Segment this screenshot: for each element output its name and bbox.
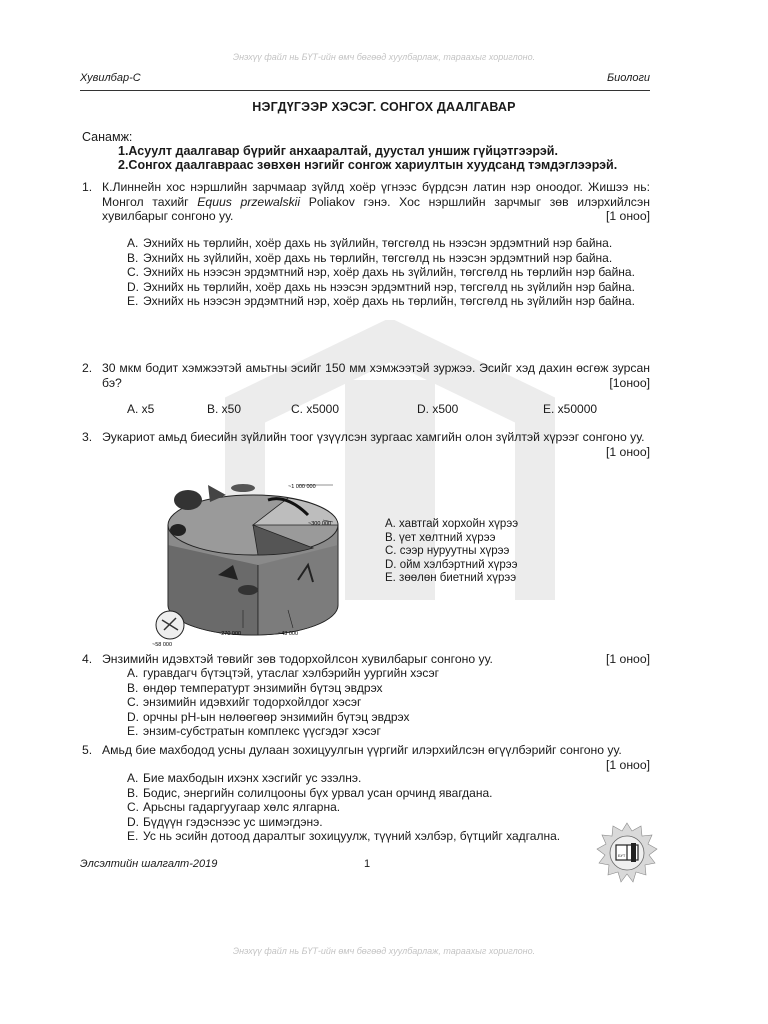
- species-name: Equus przewalskii: [197, 194, 301, 209]
- option-c[interactable]: C. Эхнийх нь нээсэн эрдэмтний нэр, хоёр дахь нь зүйлийн, төгсгөлд нь төрлийн нэр байна.: [127, 265, 635, 279]
- note-block: [82, 130, 617, 172]
- figure-label-3: ~270 000: [218, 631, 242, 637]
- option-b[interactable]: B. Эхнийх нь зүйлийн, хоёр дахь нь төрлийн, төгсгөлд нь нээсэн эрдэмтний нэр байна.: [127, 250, 613, 265]
- question-text: Энзимийн идэвхтэй төвийг зөв тодорхойлсон хувилбарыг сонгоно уу.: [102, 652, 493, 666]
- question-1-options: [127, 236, 650, 309]
- watermark-top: Энэхүү файл нь БҮТ-ийн өмч бөгөөд хуулбарлаж, тараахыг хориглоно.: [232, 52, 536, 62]
- header-divider: [80, 90, 650, 91]
- question-text: К.Линнейн хос нэршлийн зарчмаар зүйлд хоёр үгнээс бүрдсэн латин нэр оноодог. Жишээ нь: Монгол тахийг: [102, 180, 650, 209]
- question-2: [82, 361, 650, 390]
- footer-exam-name: Элсэлтийн шалгалт-2019: [80, 858, 218, 870]
- question-4-options: [127, 666, 650, 739]
- institution-seal-icon: [596, 822, 658, 884]
- figure-label-4: ~43 000: [278, 631, 299, 637]
- variant-label: Хувилбар-С: [80, 72, 141, 84]
- question-number: 2.: [82, 361, 93, 375]
- species-diversity-figure: [148, 470, 368, 650]
- question-text: Амьд бие махбодод усны дулаан зохицуулгын үүргийг илэрхийлсэн өгүүлбэрийг сонгоно уу.: [102, 743, 622, 757]
- question-text: Эукариот амьд биесийн зүйлийн тоог үзүүлсэн зургаас хамгийн олон зүйлтэй хүрээг сонгоно уу.: [102, 430, 645, 444]
- seal-text: БҮТ: [618, 853, 626, 858]
- points-label: [1 оноо]: [605, 757, 650, 772]
- note-line-1: 1.Асуулт даалгавар бүрийг анхааралтай, дуустал уншиж гүйцэтгээрэй.: [118, 144, 558, 158]
- points-label: [1 оноо]: [605, 444, 650, 459]
- option-c[interactable]: C. x5000: [291, 402, 340, 416]
- figure-label-2: ~300 000: [308, 521, 332, 527]
- option-d[interactable]: D. Бүдүүн гэдэснээс ус шимэгдэнэ.: [127, 814, 323, 829]
- option-e[interactable]: E. энзим-субстратын комплекс үүсгэдэг хэсэг: [127, 724, 381, 738]
- option-d[interactable]: D. орчны pH-ын нөлөөгөөр энзимийн бүтэц эвдрэх: [127, 709, 410, 724]
- points-label: [1 оноо]: [605, 209, 650, 223]
- points-label: [1оноо]: [609, 375, 650, 390]
- option-a[interactable]: A. гуравдагч бүтэцтэй, утаслаг хэлбэрийн уургийн хэсэг: [127, 666, 440, 680]
- question-number: 4.: [82, 652, 93, 666]
- page-number: 1: [364, 858, 371, 870]
- question-number: 5.: [82, 743, 93, 757]
- subject-label: Биологи: [606, 72, 650, 84]
- option-e[interactable]: E. Ус нь эсийн дотоод даралтыг зохицуулж, түүний хэлбэр, бүтцийг хадгална.: [127, 829, 561, 843]
- option-e[interactable]: E. x50000: [543, 402, 598, 416]
- question-text: Poliakov гэнэ. Хос нэршлийн зарчмыг зөв илэрхийлсэн хувилбарыг сонгоно уу.: [102, 194, 650, 223]
- option-b[interactable]: B. Бодис, энергийн солилцооны бүх урвал усан орчинд явагдана.: [127, 785, 493, 800]
- question-number: 3.: [82, 430, 93, 444]
- option-e[interactable]: E. Эхнийх нь нээсэн эрдэмтний нэр, хоёр дахь нь төрлийн, төгсгөлд нь зүйлийн нэр байна.: [127, 294, 635, 308]
- question-5: [82, 743, 650, 772]
- section-title: НЭГДҮГЭЭР ХЭСЭГ. СОНГОХ ДААЛГАВАР: [252, 100, 516, 114]
- figure-label-5: ~58 000: [152, 642, 173, 648]
- figure-label-1: ~1 000 000: [288, 484, 316, 490]
- question-3-options: [385, 518, 518, 586]
- option-a[interactable]: A. Эхнийх нь төрлийн, хоёр дахь нь зүйлийн, төгсгөлд нь нээсэн эрдэмтний нэр байна.: [127, 236, 613, 250]
- option-d[interactable]: D. Эхнийх нь төрлийн, хоёр дахь нь нээсэн эрдэмтний нэр, төгсгөлд нь зүйлийн нэр байна.: [127, 279, 635, 294]
- option-a[interactable]: A. Бие махбодын ихэнх хэсгийг ус эзэлнэ.: [127, 771, 362, 785]
- question-5-options: [127, 771, 650, 844]
- option-a[interactable]: A. хавтгай хорхойн хүрээ: [385, 518, 519, 530]
- question-1: [82, 180, 650, 224]
- points-label: [1 оноо]: [605, 652, 650, 666]
- option-b[interactable]: B. x50: [207, 402, 242, 416]
- question-4: [82, 652, 650, 667]
- option-c[interactable]: C. энзимийн идэвхийг тодорхойлдог хэсэг: [127, 695, 362, 709]
- question-number: 1.: [82, 180, 93, 194]
- note-label: Санамж:: [82, 130, 133, 144]
- watermark-bottom: Энэхүү файл нь БҮТ-ийн өмч бөгөөд хуулбарлаж, тараахыг хориглоно.: [232, 946, 536, 956]
- option-e[interactable]: E. зөөлөн биетний хүрээ: [385, 572, 517, 584]
- option-c[interactable]: C. Арьсны гадаргуугаар хөлс ялгарна.: [127, 800, 341, 814]
- note-line-2: 2.Сонгох даалгавраас зөвхөн нэгийг сонгож хариултын хуудсанд тэмдэглээрэй.: [118, 158, 618, 172]
- option-c[interactable]: C. сээр нуруутны хүрээ: [385, 545, 510, 557]
- option-d[interactable]: D. ойм хэлбэртний хүрээ: [385, 558, 518, 571]
- option-d[interactable]: D. x500: [417, 402, 459, 416]
- question-text: 30 мкм бодит хэмжээтэй амьтны эсийг 150 мм хэмжээтэй зуржээ. Эсийг хэд дахин өсгөж зурсан бэ?: [102, 361, 650, 390]
- option-b[interactable]: B. өндөр температурт энзимийн бүтэц эвдрэх: [127, 680, 383, 695]
- option-b[interactable]: B. үет хөлтний хүрээ: [385, 531, 496, 544]
- option-a[interactable]: A. x5: [127, 402, 155, 416]
- question-3: [82, 430, 650, 459]
